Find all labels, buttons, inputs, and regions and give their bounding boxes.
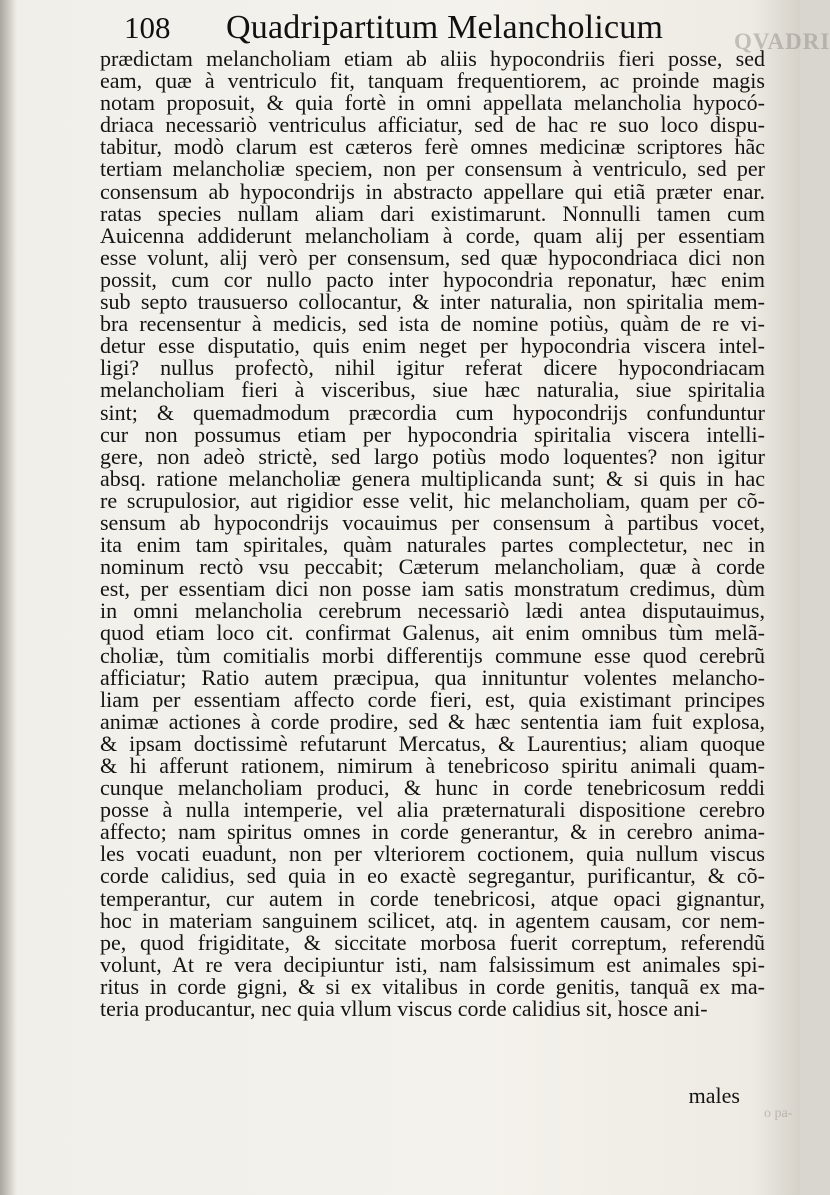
text-line: gere, non adeò strictè, sed largo potiùs modo loquentes? non igitur	[100, 443, 765, 469]
text-line: prædictam melancholiam etiam ab aliis hypocondriis fieri posse, sed	[100, 46, 765, 71]
text-line: hoc in materiam sanguinem scilicet, atq. in agentem causam, cor nem-	[100, 907, 765, 933]
text-line: ratas species nullam aliam dari existimarunt. Nonnulli tamen cum	[100, 200, 765, 226]
catchword: males	[688, 1083, 740, 1108]
text-line: les vocati euadunt, non per vlteriorem coctionem, quia nullum viscus	[100, 841, 765, 867]
text-line: sint; & quemadmodum præcordia cum hypocondrijs confunduntur	[100, 399, 765, 425]
text-line: Auicenna addiderunt melancholiam à corde, quam alij per essentiam	[100, 222, 765, 248]
text-line: liam per essentiam affecto corde fieri, est, quia existimant principes	[100, 686, 765, 712]
text-line: afficiatur; Ratio autem præcipua, qua innituntur volentes melancho-	[100, 664, 765, 690]
bleed-through-bottom: o pa-	[764, 1106, 793, 1121]
text-line: melancholiam fieri à visceribus, siue hæc naturalia, siue spiritalia	[100, 377, 765, 403]
page-number: 108	[124, 10, 171, 45]
text-line: consensum ab hypocondrijs in abstracto appellare qui etiã præter enar.	[100, 178, 765, 204]
text-line: corde calidius, sed quia in eo exactè segregantur, purificantur, & cõ-	[100, 863, 765, 889]
text-line: est, per essentiam dici non posse iam satis monstratum credimus, dùm	[100, 576, 765, 602]
gutter-shadow	[0, 0, 16, 1195]
main-text-block	[100, 48, 765, 1020]
text-line: tabitur, modò clarum est cæteros ferè omnes medicinæ scriptores hãc	[100, 134, 765, 160]
text-line: absq. ratione melancholiæ genera multiplicanda sunt; & si quis in hac	[100, 465, 765, 491]
text-line: notam proposuit, & quia fortè in omni appellata melancholia hypocó-	[100, 90, 765, 116]
bleed-through-top: QVADRI	[734, 29, 830, 54]
text-line: choliæ, tùm comitialis morbi differentijs commune esse quod cerebrũ	[100, 642, 765, 668]
text-line: ita enim tam spiritales, quàm naturales partes complectetur, nec in	[100, 532, 765, 558]
text-line: teria producantur, nec quia vllum viscus corde calidius sit, hosce ani-	[100, 996, 708, 1022]
text-line: sensum ab hypocondrijs vocauimus per consensum à partibus vocet,	[100, 509, 765, 535]
page-header	[124, 8, 684, 48]
text-line: animæ actiones à corde prodire, sed & hæc sententia iam fuit explosa,	[100, 708, 765, 734]
text-line: affecto; nam spiritus omnes in corde generantur, & in cerebro anima-	[100, 819, 765, 845]
text-line: cunque melancholiam produci, & hunc in corde tenebricosum reddi	[100, 775, 765, 801]
text-line: ligi? nullus profectò, nihil igitur referat dicere hypocondriacam	[100, 355, 765, 381]
catchword-area	[100, 1084, 740, 1108]
text-line: quod etiam loco cit. confirmat Galenus, ait enim omnibus tùm melã-	[100, 620, 765, 646]
text-line: nominum rectò vsu peccabit; Cæterum melancholiam, quæ à corde	[100, 554, 765, 580]
text-line: eam, quæ à ventriculo fit, tanquam frequentiorem, ac proinde magis	[100, 68, 765, 94]
text-line: possit, cum cor nullo pacto inter hypocondria reponatur, hæc enim	[100, 266, 765, 292]
text-line: volunt, At re vera decipiuntur isti, nam falsissimum est animales spi-	[100, 951, 765, 977]
text-line: detur esse disputatio, quis enim neget per hypocondria viscera intel-	[100, 333, 765, 359]
text-line: sub septo trausuerso collocantur, & inter naturalia, non spiritalia mem-	[100, 289, 765, 315]
text-line: & hi afferunt rationem, nimirum à tenebricoso spiritu animali quam-	[100, 753, 765, 778]
text-line: re scrupulosior, aut rigidior esse velit, hic melancholiam, quam per cõ-	[100, 487, 765, 513]
text-line: & ipsam doctissimè refutarunt Mercatus, & Laurentius; aliam quoque	[100, 730, 765, 756]
text-line: esse volunt, alij verò per consensum, sed quæ hypocondriaca dici non	[100, 244, 765, 270]
running-title: Quadripartitum Melancholicum	[226, 9, 664, 46]
text-line: pe, quod frigiditate, & siccitate morbosa fuerit correptum, referendũ	[100, 929, 765, 955]
text-line: ritus in corde gigni, & si ex vitalibus in corde genitis, tanquã ex ma-	[100, 973, 765, 999]
text-line: bra recensentur à medicis, sed ista de nomine potiùs, quàm de re vi-	[100, 311, 765, 337]
text-line: temperantur, cur autem in corde tenebricosi, atque opaci gignantur,	[100, 885, 765, 911]
text-line: cur non possumus etiam per hypocondria spiritalia viscera intelli-	[100, 421, 765, 447]
text-line: driaca necessariò ventriculus afficiatur, sed de hac re suo loco dispu-	[100, 112, 765, 138]
text-line: in omni melancholia cerebrum necessariò lædi antea disputauimus,	[100, 598, 765, 624]
text-line: posse à nulla intemperie, vel alia præternaturali dispositione cerebro	[100, 797, 765, 823]
text-line: tertiam melancholiæ speciem, non per consensum à ventriculo, sed per	[100, 156, 765, 182]
